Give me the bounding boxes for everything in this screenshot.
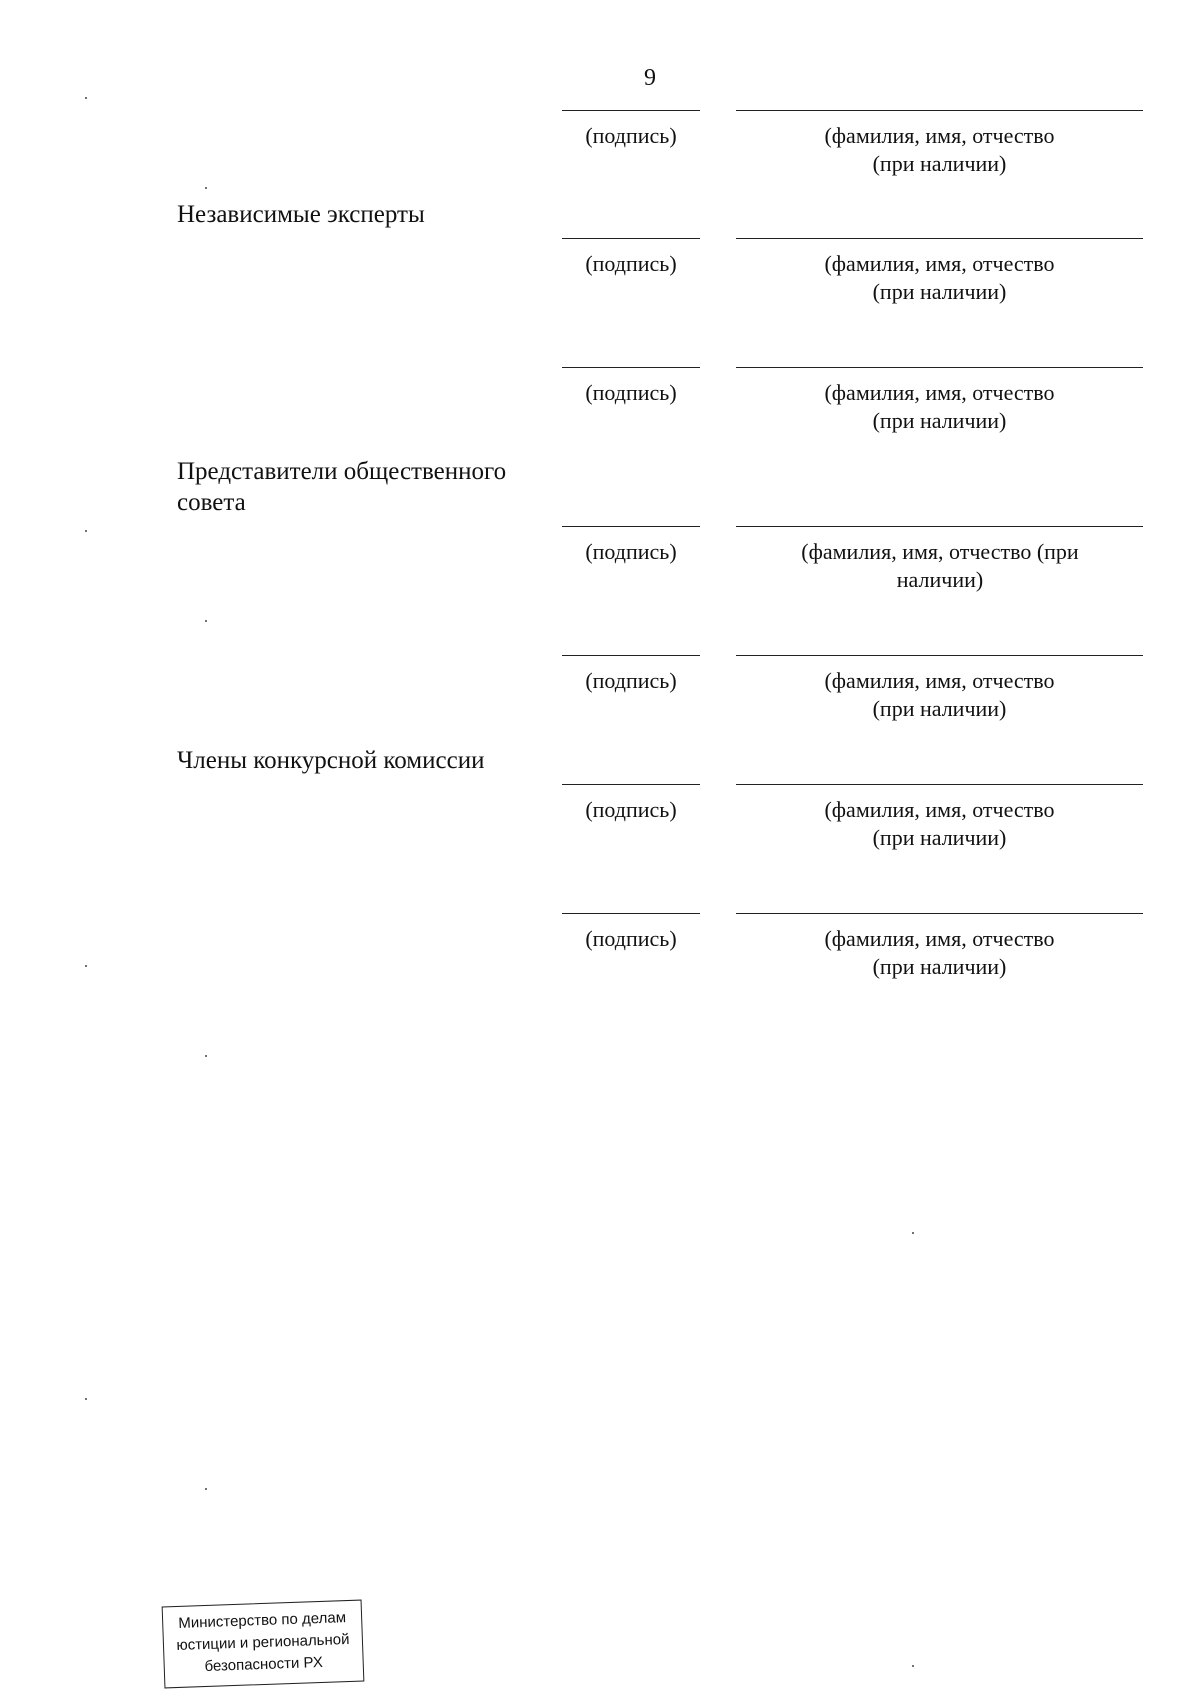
signature-block <box>0 526 1200 626</box>
signature-block <box>0 784 1200 884</box>
stamp-line-2: юстиции и региональной <box>176 1630 350 1655</box>
signature-line <box>562 913 700 914</box>
name-caption: (фамилия, имя, отчество (при наличии) <box>824 797 1055 850</box>
scan-speck <box>205 1055 207 1057</box>
signature-caption: (подпись) <box>585 123 677 148</box>
signature-caption: (подпись) <box>585 251 677 276</box>
signature-line <box>562 655 700 656</box>
name-caption: (фамилия, имя, отчество (при наличии) <box>824 926 1055 979</box>
section-title-commission-members: Члены конкурсной комиссии <box>177 747 485 774</box>
signature-line <box>562 110 700 111</box>
name-line <box>736 913 1143 914</box>
signature-line <box>562 367 700 368</box>
signature-caption: (подпись) <box>585 380 677 405</box>
section-title-experts: Независимые эксперты <box>177 201 425 228</box>
scan-speck <box>85 97 87 99</box>
section-title-public-council: Представители общественного совета <box>177 458 507 516</box>
scan-speck <box>85 965 87 967</box>
page-number: 9 <box>644 65 656 91</box>
scan-speck <box>205 620 207 622</box>
signature-block <box>0 110 1200 210</box>
signature-caption: (подпись) <box>585 539 677 564</box>
stamp-line-1: Министерство по делам <box>178 1609 347 1632</box>
name-caption: (фамилия, имя, отчество (при наличии) <box>824 251 1055 304</box>
name-line <box>736 655 1143 656</box>
ministry-stamp <box>162 1600 365 1689</box>
name-line <box>736 110 1143 111</box>
signature-block <box>0 367 1200 467</box>
name-caption: (фамилия, имя, отчество (при наличии) <box>801 539 1079 592</box>
stamp-line-3: безопасности РХ <box>204 1653 324 1676</box>
name-line <box>736 367 1143 368</box>
signature-caption: (подпись) <box>585 797 677 822</box>
signature-caption: (подпись) <box>585 926 677 951</box>
scan-speck <box>205 187 207 189</box>
signature-line <box>562 526 700 527</box>
signature-line <box>562 784 700 785</box>
scan-speck <box>85 1398 87 1400</box>
name-caption: (фамилия, имя, отчество (при наличии) <box>824 668 1055 721</box>
scan-speck <box>912 1232 914 1234</box>
name-line <box>736 238 1143 239</box>
name-line <box>736 526 1143 527</box>
signature-block <box>0 913 1200 1013</box>
scan-speck <box>85 530 87 532</box>
signature-line <box>562 238 700 239</box>
name-line <box>736 784 1143 785</box>
name-caption: (фамилия, имя, отчество (при наличии) <box>824 123 1055 176</box>
signature-caption: (подпись) <box>585 668 677 693</box>
scan-speck <box>912 1665 914 1667</box>
signature-block <box>0 655 1200 755</box>
name-caption: (фамилия, имя, отчество (при наличии) <box>824 380 1055 433</box>
signature-block <box>0 238 1200 338</box>
scan-speck <box>205 1488 207 1490</box>
